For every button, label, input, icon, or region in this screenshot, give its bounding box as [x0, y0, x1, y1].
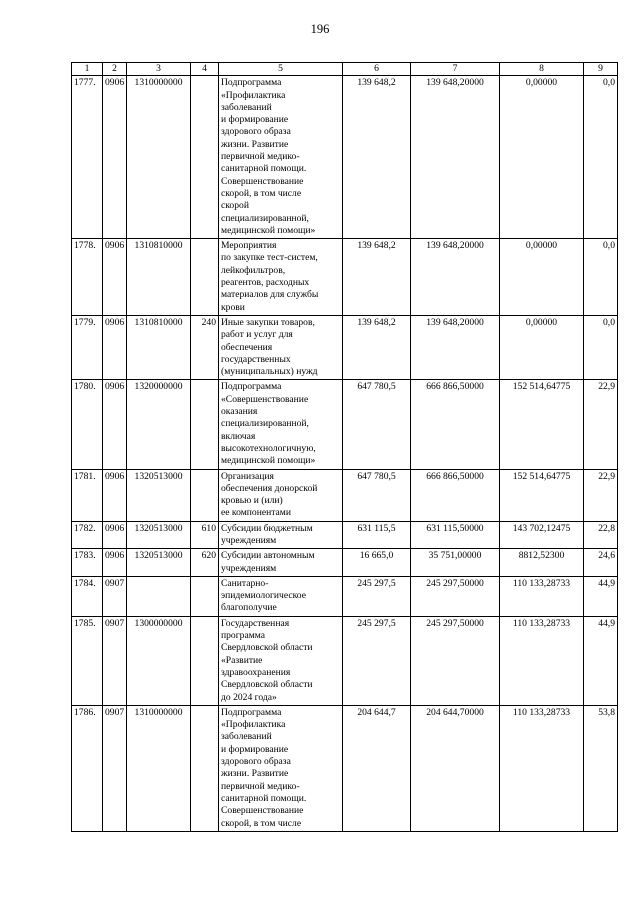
execution-percent: 44,9	[584, 616, 618, 705]
refined-amount: 666 866,50000	[411, 380, 500, 469]
target-code: 1320513000	[127, 469, 191, 521]
target-code: 1320513000	[127, 521, 191, 549]
table-row	[72, 239, 618, 316]
section-code: 0906	[103, 315, 127, 379]
execution-percent: 22,9	[584, 380, 618, 469]
section-code: 0907	[103, 616, 127, 705]
table-row	[72, 315, 618, 379]
item-name: Мероприятия по закупке тест-систем, лейкофильтров, реагентов, расходных материалов для службы крови	[219, 239, 343, 316]
refined-amount: 204 644,70000	[411, 705, 500, 831]
target-code: 1320000000	[127, 380, 191, 469]
column-header-6: 6	[343, 63, 411, 76]
execution-percent: 22,9	[584, 469, 618, 521]
expense-type-code	[191, 469, 219, 521]
item-name: Подпрограмма «Совершенствование оказания специализированной, включая высокотехнологичную, медицинской помощи»	[219, 380, 343, 469]
table-row	[72, 521, 618, 549]
executed-amount: 152 514,64775	[500, 469, 584, 521]
row-number: 1785.	[72, 616, 103, 705]
row-number: 1780.	[72, 380, 103, 469]
budget-table	[71, 62, 618, 832]
refined-amount: 139 648,20000	[411, 76, 500, 239]
table-row	[72, 76, 618, 239]
item-name: Подпрограмма «Профилактика заболеваний и формирование здорового образа жизни. Развитие первичной медико- санитарной помощи. Совершенствование скорой, в том числе скорой специализированной, медицинской помощи»	[219, 76, 343, 239]
approved-amount: 139 648,2	[343, 315, 411, 379]
approved-amount: 16 665,0	[343, 549, 411, 577]
target-code: 1300000000	[127, 616, 191, 705]
approved-amount: 139 648,2	[343, 239, 411, 316]
section-code: 0907	[103, 576, 127, 616]
executed-amount: 0,00000	[500, 315, 584, 379]
executed-amount: 152 514,64775	[500, 380, 584, 469]
expense-type-code	[191, 576, 219, 616]
execution-percent: 24,6	[584, 549, 618, 577]
item-name: Иные закупки товаров, работ и услуг для обеспечения государственных (муниципальных) нужд	[219, 315, 343, 379]
refined-amount: 139 648,20000	[411, 239, 500, 316]
row-number: 1777.	[72, 76, 103, 239]
table-row	[72, 616, 618, 705]
row-number: 1778.	[72, 239, 103, 316]
expense-type-code	[191, 705, 219, 831]
executed-amount: 143 702,12475	[500, 521, 584, 549]
table-row	[72, 705, 618, 831]
row-number: 1784.	[72, 576, 103, 616]
approved-amount: 204 644,7	[343, 705, 411, 831]
table-row	[72, 576, 618, 616]
executed-amount: 8812,52300	[500, 549, 584, 577]
executed-amount: 0,00000	[500, 239, 584, 316]
target-code	[127, 576, 191, 616]
row-number: 1782.	[72, 521, 103, 549]
row-number: 1786.	[72, 705, 103, 831]
row-number: 1779.	[72, 315, 103, 379]
approved-amount: 647 780,5	[343, 469, 411, 521]
expense-type-code	[191, 616, 219, 705]
executed-amount: 110 133,28733	[500, 616, 584, 705]
refined-amount: 666 866,50000	[411, 469, 500, 521]
item-name: Организация обеспечения донорской кровью и (или) ее компонентами	[219, 469, 343, 521]
column-header-5: 5	[219, 63, 343, 76]
execution-percent: 0,0	[584, 239, 618, 316]
approved-amount: 631 115,5	[343, 521, 411, 549]
section-code: 0906	[103, 380, 127, 469]
section-code: 0906	[103, 521, 127, 549]
execution-percent: 0,0	[584, 76, 618, 239]
section-code: 0906	[103, 469, 127, 521]
target-code: 1310000000	[127, 76, 191, 239]
table-row	[72, 469, 618, 521]
item-name: Подпрограмма «Профилактика заболеваний и формирование здорового образа жизни. Развитие первичной медико- санитарной помощи. Совершенствование скорой, в том числе	[219, 705, 343, 831]
column-header-2: 2	[103, 63, 127, 76]
executed-amount: 110 133,28733	[500, 576, 584, 616]
target-code: 1320513000	[127, 549, 191, 577]
page-number: 196	[310, 22, 330, 36]
row-number: 1781.	[72, 469, 103, 521]
column-header-7: 7	[411, 63, 500, 76]
item-name: Субсидии автономным учреждениям	[219, 549, 343, 577]
expense-type-code	[191, 76, 219, 239]
approved-amount: 647 780,5	[343, 380, 411, 469]
approved-amount: 245 297,5	[343, 616, 411, 705]
target-code: 1310810000	[127, 315, 191, 379]
execution-percent: 0,0	[584, 315, 618, 379]
column-header-1: 1	[72, 63, 103, 76]
table-row	[72, 549, 618, 577]
executed-amount: 110 133,28733	[500, 705, 584, 831]
section-code: 0906	[103, 239, 127, 316]
expense-type-code: 620	[191, 549, 219, 577]
execution-percent: 44,9	[584, 576, 618, 616]
column-header-4: 4	[191, 63, 219, 76]
refined-amount: 139 648,20000	[411, 315, 500, 379]
target-code: 1310000000	[127, 705, 191, 831]
table-row	[72, 380, 618, 469]
executed-amount: 0,00000	[500, 76, 584, 239]
section-code: 0906	[103, 76, 127, 239]
refined-amount: 245 297,50000	[411, 616, 500, 705]
column-header-3: 3	[127, 63, 191, 76]
expense-type-code: 240	[191, 315, 219, 379]
table-header-row	[72, 63, 618, 76]
execution-percent: 22,8	[584, 521, 618, 549]
item-name: Государственная программа Свердловской области «Развитие здравоохранения Свердловской области до 2024 года»	[219, 616, 343, 705]
item-name: Санитарно- эпидемиологическое благополучие	[219, 576, 343, 616]
row-number: 1783.	[72, 549, 103, 577]
approved-amount: 139 648,2	[343, 76, 411, 239]
section-code: 0907	[103, 705, 127, 831]
column-header-8: 8	[500, 63, 584, 76]
section-code: 0906	[103, 549, 127, 577]
refined-amount: 245 297,50000	[411, 576, 500, 616]
expense-type-code	[191, 380, 219, 469]
target-code: 1310810000	[127, 239, 191, 316]
approved-amount: 245 297,5	[343, 576, 411, 616]
expense-type-code: 610	[191, 521, 219, 549]
refined-amount: 631 115,50000	[411, 521, 500, 549]
column-header-9: 9	[584, 63, 618, 76]
item-name: Субсидии бюджетным учреждениям	[219, 521, 343, 549]
execution-percent: 53,8	[584, 705, 618, 831]
refined-amount: 35 751,00000	[411, 549, 500, 577]
expense-type-code	[191, 239, 219, 316]
